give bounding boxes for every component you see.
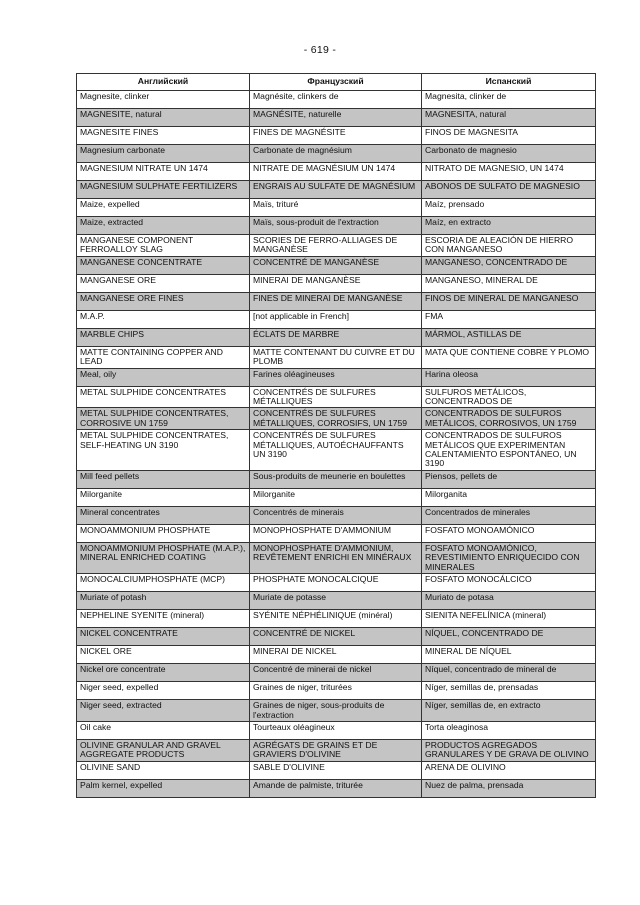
cell-spanish: ARENA DE OLIVINO: [422, 761, 596, 779]
table-row: [77, 506, 596, 524]
table-row: [77, 739, 596, 761]
cell-english: METAL SULPHIDE CONCENTRATES: [77, 386, 250, 408]
table-row: [77, 682, 596, 700]
table-row: [77, 646, 596, 664]
cell-english: MONOCALCIUMPHOSPHATE (MCP): [77, 574, 250, 592]
table-row: [77, 310, 596, 328]
cell-english: Meal, oily: [77, 368, 250, 386]
cell-spanish: Nuez de palma, prensada: [422, 779, 596, 797]
cell-english: MARBLE CHIPS: [77, 328, 250, 346]
table-row: [77, 470, 596, 488]
table-row: [77, 274, 596, 292]
cell-english: Niger seed, extracted: [77, 700, 250, 722]
table-row: [77, 542, 596, 573]
cell-spanish: MATA QUE CONTIENE COBRE Y PLOMO: [422, 346, 596, 368]
cell-french: ÉCLATS DE MARBRE: [250, 328, 422, 346]
cell-english: M.A.P.: [77, 310, 250, 328]
cell-french: MONOPHOSPHATE D'AMMONIUM: [250, 524, 422, 542]
table-row: [77, 292, 596, 310]
cell-english: Palm kernel, expelled: [77, 779, 250, 797]
cell-french: Muriate de potasse: [250, 592, 422, 610]
cell-spanish: Harina oleosa: [422, 368, 596, 386]
cell-french: MONOPHOSPHATE D'AMMONIUM, REVÊTEMENT ENRICHI EN MINÉRAUX: [250, 542, 422, 573]
cell-english: MANGANESE ORE: [77, 274, 250, 292]
cell-english: MAGNESITE FINES: [77, 127, 250, 145]
cell-english: Maize, extracted: [77, 217, 250, 235]
cell-spanish: PRODUCTOS AGREGADOS GRANULARES Y DE GRAVA DE OLIVINO: [422, 739, 596, 761]
cell-spanish: ABONOS DE SULFATO DE MAGNESIO: [422, 181, 596, 199]
cell-english: Muriate of potash: [77, 592, 250, 610]
table-row: [77, 328, 596, 346]
cell-english: METAL SULPHIDE CONCENTRATES, CORROSIVE UN 1759: [77, 408, 250, 430]
cell-english: MANGANESE COMPONENT FERROALLOY SLAG: [77, 235, 250, 257]
cell-french: Maïs, sous-produit de l'extraction: [250, 217, 422, 235]
cell-spanish: NÍQUEL, CONCENTRADO DE: [422, 628, 596, 646]
cell-french: SYÉNITE NÉPHÉLINIQUE (minéral): [250, 610, 422, 628]
table-row: [77, 488, 596, 506]
cell-spanish: Maíz, en extracto: [422, 217, 596, 235]
cell-spanish: Muriato de potasa: [422, 592, 596, 610]
column-header-spanish: Испанский: [422, 74, 596, 91]
cell-spanish: MAGNESITA, natural: [422, 109, 596, 127]
cell-spanish: FMA: [422, 310, 596, 328]
cell-french: Farines oléagineuses: [250, 368, 422, 386]
table-row: [77, 761, 596, 779]
table-row: [77, 181, 596, 199]
cell-french: CONCENTRÉS DE SULFURES MÉTALLIQUES, CORROSIFS, UN 1759: [250, 408, 422, 430]
cell-spanish: NITRATO DE MAGNESIO, UN 1474: [422, 163, 596, 181]
cell-spanish: MANGANESO, MINERAL DE: [422, 274, 596, 292]
cell-french: Magnésite, clinkers de: [250, 91, 422, 109]
table-row: [77, 408, 596, 430]
cell-french: MINERAI DE MANGANÈSE: [250, 274, 422, 292]
table-row: [77, 664, 596, 682]
column-header-english: Английский: [77, 74, 250, 91]
table-row: [77, 109, 596, 127]
cell-french: FINES DE MINERAI DE MANGANÈSE: [250, 292, 422, 310]
cell-english: METAL SULPHIDE CONCENTRATES, SELF-HEATING UN 3190: [77, 430, 250, 471]
cell-english: MONOAMMONIUM PHOSPHATE (M.A.P.), MINERAL ENRICHED COATING: [77, 542, 250, 573]
table-row: [77, 628, 596, 646]
table-row: [77, 386, 596, 408]
table-row: [77, 610, 596, 628]
table-row: [77, 91, 596, 109]
cell-spanish: Piensos, pellets de: [422, 470, 596, 488]
cell-english: MANGANESE ORE FINES: [77, 292, 250, 310]
table-row: [77, 721, 596, 739]
cell-english: Milorganite: [77, 488, 250, 506]
cell-spanish: Concentrados de minerales: [422, 506, 596, 524]
cell-french: MINERAI DE NICKEL: [250, 646, 422, 664]
cell-french: MATTE CONTENANT DU CUIVRE ET DU PLOMB: [250, 346, 422, 368]
cell-english: OLIVINE GRANULAR AND GRAVEL AGGREGATE PRODUCTS: [77, 739, 250, 761]
page-number: - 619 -: [303, 44, 337, 56]
cell-spanish: Milorganita: [422, 488, 596, 506]
cell-english: MAGNESIUM NITRATE UN 1474: [77, 163, 250, 181]
cell-french: Graines de niger, triturées: [250, 682, 422, 700]
table-row: [77, 163, 596, 181]
table-row: [77, 368, 596, 386]
table-row: [77, 574, 596, 592]
cell-spanish: Magnesita, clinker de: [422, 91, 596, 109]
cell-french: AGRÉGATS DE GRAINS ET DE GRAVIERS D'OLIVINE: [250, 739, 422, 761]
cell-french: CONCENTRÉS DE SULFURES MÉTALLIQUES, AUTOÉCHAUFFANTS UN 3190: [250, 430, 422, 471]
cell-spanish: FOSFATO MONOAMÓNICO: [422, 524, 596, 542]
cell-spanish: Torta oleaginosa: [422, 721, 596, 739]
cell-english: Mill feed pellets: [77, 470, 250, 488]
table-row: [77, 700, 596, 722]
cell-spanish: SULFUROS METÁLICOS, CONCENTRADOS DE: [422, 386, 596, 408]
cell-french: Carbonate de magnésium: [250, 145, 422, 163]
cell-french: Amande de palmiste, triturée: [250, 779, 422, 797]
cell-french: ENGRAIS AU SULFATE DE MAGNÉSIUM: [250, 181, 422, 199]
cell-english: Maize, expelled: [77, 199, 250, 217]
cell-french: SCORIES DE FERRO-ALLIAGES DE MANGANÈSE: [250, 235, 422, 257]
cell-spanish: Níger, semillas de, prensadas: [422, 682, 596, 700]
cell-spanish: CONCENTRADOS DE SULFUROS METÁLICOS QUE EXPERIMENTAN CALENTAMIENTO ESPONTÁNEO, UN 3190: [422, 430, 596, 471]
cell-french: Concentré de minerai de nickel: [250, 664, 422, 682]
table-header-row: [77, 74, 596, 91]
cell-spanish: FOSFATO MONOCÁLCICO: [422, 574, 596, 592]
cell-french: PHOSPHATE MONOCALCIQUE: [250, 574, 422, 592]
table-row: [77, 235, 596, 257]
cell-french: [not applicable in French]: [250, 310, 422, 328]
cell-french: FINES DE MAGNÉSITE: [250, 127, 422, 145]
cell-french: CONCENTRÉS DE SULFURES MÉTALLIQUES: [250, 386, 422, 408]
cell-spanish: FINOS DE MINERAL DE MANGANESO: [422, 292, 596, 310]
cell-french: Graines de niger, sous-produits de l'extraction: [250, 700, 422, 722]
table-row: [77, 127, 596, 145]
table-row: [77, 524, 596, 542]
cell-english: Nickel ore concentrate: [77, 664, 250, 682]
cell-spanish: SIENITA NEFELÍNICA (mineral): [422, 610, 596, 628]
cell-english: MAGNESITE, natural: [77, 109, 250, 127]
cell-french: CONCENTRÉ DE NICKEL: [250, 628, 422, 646]
table-row: [77, 430, 596, 471]
table-row: [77, 592, 596, 610]
cell-spanish: CONCENTRADOS DE SULFUROS METÁLICOS, CORROSIVOS, UN 1759: [422, 408, 596, 430]
cell-french: Concentrés de minerais: [250, 506, 422, 524]
table-row: [77, 779, 596, 797]
cell-spanish: Maíz, prensado: [422, 199, 596, 217]
cell-french: Sous-produits de meunerie en boulettes: [250, 470, 422, 488]
table-row: [77, 346, 596, 368]
cell-spanish: MANGANESO, CONCENTRADO DE: [422, 256, 596, 274]
cell-french: Milorganite: [250, 488, 422, 506]
cell-french: CONCENTRÉ DE MANGANÈSE: [250, 256, 422, 274]
cell-french: MAGNÉSITE, naturelle: [250, 109, 422, 127]
cell-english: NICKEL CONCENTRATE: [77, 628, 250, 646]
table-row: [77, 145, 596, 163]
cell-spanish: MÁRMOL, ASTILLAS DE: [422, 328, 596, 346]
table-row: [77, 256, 596, 274]
cell-english: Magnesium carbonate: [77, 145, 250, 163]
cell-english: Oil cake: [77, 721, 250, 739]
cell-french: NITRATE DE MAGNÉSIUM UN 1474: [250, 163, 422, 181]
cell-spanish: MINERAL DE NÍQUEL: [422, 646, 596, 664]
table-row: [77, 199, 596, 217]
cell-english: NEPHELINE SYENITE (mineral): [77, 610, 250, 628]
cell-english: NICKEL ORE: [77, 646, 250, 664]
cell-english: Magnesite, clinker: [77, 91, 250, 109]
cell-english: MANGANESE CONCENTRATE: [77, 256, 250, 274]
column-header-french: Французский: [250, 74, 422, 91]
table-row: [77, 217, 596, 235]
cell-french: Maïs, trituré: [250, 199, 422, 217]
cell-english: Niger seed, expelled: [77, 682, 250, 700]
cell-english: MONOAMMONIUM PHOSPHATE: [77, 524, 250, 542]
cell-spanish: ESCORIA DE ALEACIÓN DE HIERRO CON MANGANESO: [422, 235, 596, 257]
terminology-table: [76, 73, 596, 798]
cell-spanish: FOSFATO MONOAMÓNICO, REVESTIMIENTO ENRIQUECIDO CON MINERALES: [422, 542, 596, 573]
cell-english: Mineral concentrates: [77, 506, 250, 524]
cell-english: MATTE CONTAINING COPPER AND LEAD: [77, 346, 250, 368]
cell-spanish: Níquel, concentrado de mineral de: [422, 664, 596, 682]
cell-french: SABLE D'OLIVINE: [250, 761, 422, 779]
cell-spanish: FINOS DE MAGNESITA: [422, 127, 596, 145]
cell-english: MAGNESIUM SULPHATE FERTILIZERS: [77, 181, 250, 199]
cell-spanish: Carbonato de magnesio: [422, 145, 596, 163]
cell-english: OLIVINE SAND: [77, 761, 250, 779]
cell-french: Tourteaux oléagineux: [250, 721, 422, 739]
cell-spanish: Níger, semillas de, en extracto: [422, 700, 596, 722]
